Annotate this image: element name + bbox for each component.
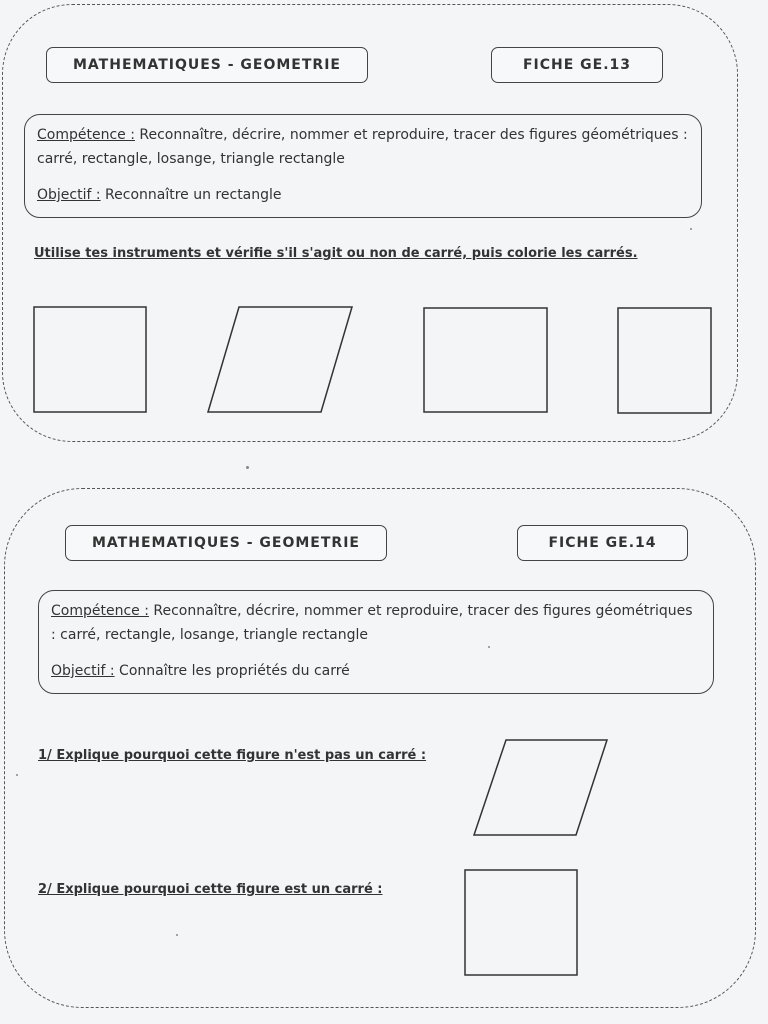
- figure-square-1: [34, 307, 146, 412]
- question-1-text: 1/ Explique pourquoi cette figure n'est pas un carré :: [38, 748, 427, 763]
- objectif-label: Objectif :: [37, 187, 101, 203]
- figure-rectangle-2: [618, 308, 711, 413]
- scan-speck: [690, 228, 692, 230]
- scan-speck: [176, 934, 178, 936]
- fiche-number: FICHE GE.13: [522, 57, 632, 73]
- competence-label-2: Compétence :: [51, 603, 149, 619]
- objectif-text-2: Connaître les propriétés du carré: [114, 663, 350, 679]
- scan-speck: [246, 466, 249, 469]
- competence-text-2: Reconnaître, décrire, nommer et reproduire, tracer des figures géométriques : carré, rectangle, losange, triangle rectangle: [51, 603, 693, 643]
- figure-parallelogram-1: [208, 307, 352, 412]
- fiche-number-2: FICHE GE.14: [548, 535, 657, 551]
- figure-rectangle-1: [424, 308, 547, 412]
- scan-speck: [488, 646, 490, 648]
- subject-title-2: MATHEMATIQUES - GEOMETRIE: [92, 535, 360, 551]
- figure-parallelogram-2: [474, 740, 607, 835]
- question-2-text: 2/ Explique pourquoi cette figure est un carré :: [38, 882, 383, 897]
- scan-speck: [16, 774, 18, 776]
- competence-text: Reconnaître, décrire, nommer et reproduire, tracer des figures géométriques : carré, rectangle, losange, triangle rectangle: [37, 127, 688, 167]
- instruction-text: Utilise tes instruments et vérifie s'il s'agit ou non de carré, puis colorie les carrés.: [34, 246, 638, 261]
- objectif-text: Reconnaître un rectangle: [100, 187, 282, 203]
- subject-title: MATHEMATIQUES - GEOMETRIE: [73, 57, 341, 73]
- figure-square-2: [465, 870, 577, 975]
- competence-label: Compétence :: [37, 127, 135, 143]
- objectif-label-2: Objectif :: [51, 663, 115, 679]
